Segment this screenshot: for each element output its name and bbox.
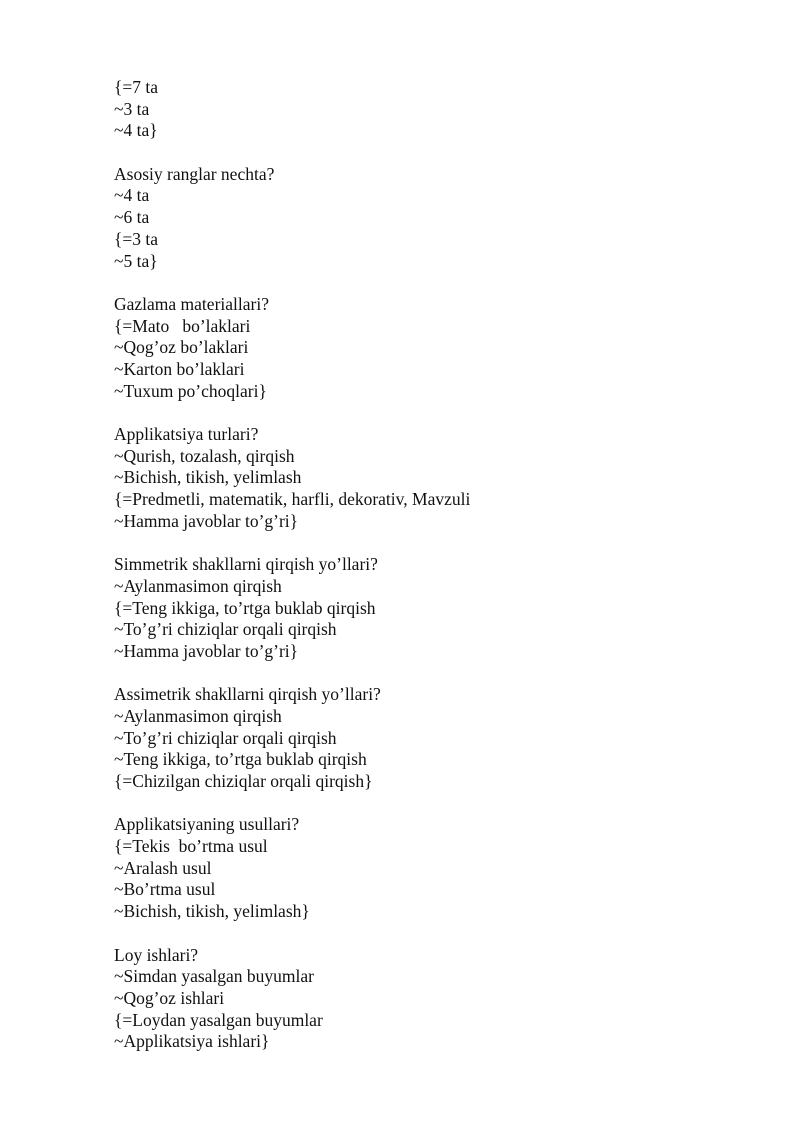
question-text: Gazlama materiallari? bbox=[114, 293, 269, 314]
answer-option: ~Tuxum po’choqlari} bbox=[114, 380, 267, 401]
question-text: Applikatsiya turlari? bbox=[114, 424, 259, 444]
answer-option: ~Simdan yasalgan buyumlar bbox=[114, 966, 314, 987]
question-block bbox=[114, 814, 754, 922]
answer-option: ~Applikatsiya ishlari} bbox=[114, 1031, 270, 1052]
answer-option: {=Teng ikkiga, to’rtga buklab qirqish bbox=[114, 597, 376, 618]
question-block bbox=[114, 684, 754, 792]
answer-option: {=Loydan yasalgan buyumlar bbox=[114, 1009, 323, 1030]
answer-option: {=Mato bo’laklari bbox=[114, 315, 251, 336]
paragraph-gap bbox=[114, 402, 754, 424]
question-text: Simmetrik shakllarni qirqish yo’llari? bbox=[114, 554, 378, 575]
answer-option: ~To’g’ri chiziqlar orqali qirqish bbox=[114, 727, 337, 748]
paragraph-gap bbox=[114, 923, 754, 945]
paragraph-gap bbox=[114, 142, 754, 164]
question-block bbox=[114, 294, 754, 402]
answer-option: ~Qog’oz ishlari bbox=[114, 987, 225, 1008]
answer-option: ~4 ta} bbox=[114, 120, 158, 141]
question-text: Loy ishlari? bbox=[114, 944, 199, 965]
document-body bbox=[114, 77, 754, 1053]
answer-option: ~Teng ikkiga, to’rtga buklab qirqish bbox=[114, 749, 367, 770]
answer-option: ~Karton bo’laklari bbox=[114, 358, 245, 379]
answer-option: ~Aylanmasimon qirqish bbox=[114, 575, 282, 596]
answer-option: ~Hamma javoblar to’g’ri} bbox=[114, 510, 299, 531]
paragraph-gap bbox=[114, 663, 754, 685]
answer-option: ~Bo’rtma usul bbox=[114, 879, 216, 900]
answer-option: ~To’g’ri chiziqlar orqali qirqish bbox=[114, 619, 337, 640]
answer-option: {=3 ta bbox=[114, 228, 159, 249]
answer-option: ~Qurish, tozalash, qirqish bbox=[114, 445, 295, 466]
answer-option: ~4 ta bbox=[114, 185, 150, 206]
question-block bbox=[114, 945, 754, 1053]
answer-option: ~3 ta bbox=[114, 98, 150, 119]
question-text: Applikatsiyaning usullari? bbox=[114, 814, 300, 835]
question-text: Asosiy ranglar nechta? bbox=[114, 163, 275, 184]
question-text: Assimetrik shakllarni qirqish yo’llari? bbox=[114, 684, 381, 705]
answer-option: ~Aylanmasimon qirqish bbox=[114, 705, 282, 726]
answer-option: ~Bichish, tikish, yelimlash bbox=[114, 467, 302, 488]
answer-option: {=Tekis bo’rtma usul bbox=[114, 836, 268, 857]
answer-option: {=Chizilgan chiziqlar orqali qirqish} bbox=[114, 771, 373, 791]
answer-option: {=7 ta bbox=[114, 77, 159, 97]
question-block bbox=[114, 77, 754, 142]
answer-option: {=Predmetli, matematik, harfli, dekorativ, Mavzuli bbox=[114, 489, 471, 510]
answer-option: ~Qog’oz bo’laklari bbox=[114, 337, 249, 358]
answer-option: ~Hamma javoblar to’g’ri} bbox=[114, 640, 299, 661]
answer-option: ~5 ta} bbox=[114, 250, 158, 271]
question-block bbox=[114, 424, 754, 532]
paragraph-gap bbox=[114, 793, 754, 815]
question-block bbox=[114, 164, 754, 272]
paragraph-gap bbox=[114, 272, 754, 294]
paragraph-gap bbox=[114, 532, 754, 554]
answer-option: ~Bichish, tikish, yelimlash} bbox=[114, 901, 310, 922]
answer-option: ~Aralash usul bbox=[114, 857, 212, 878]
question-block bbox=[114, 554, 754, 662]
answer-option: ~6 ta bbox=[114, 207, 150, 228]
